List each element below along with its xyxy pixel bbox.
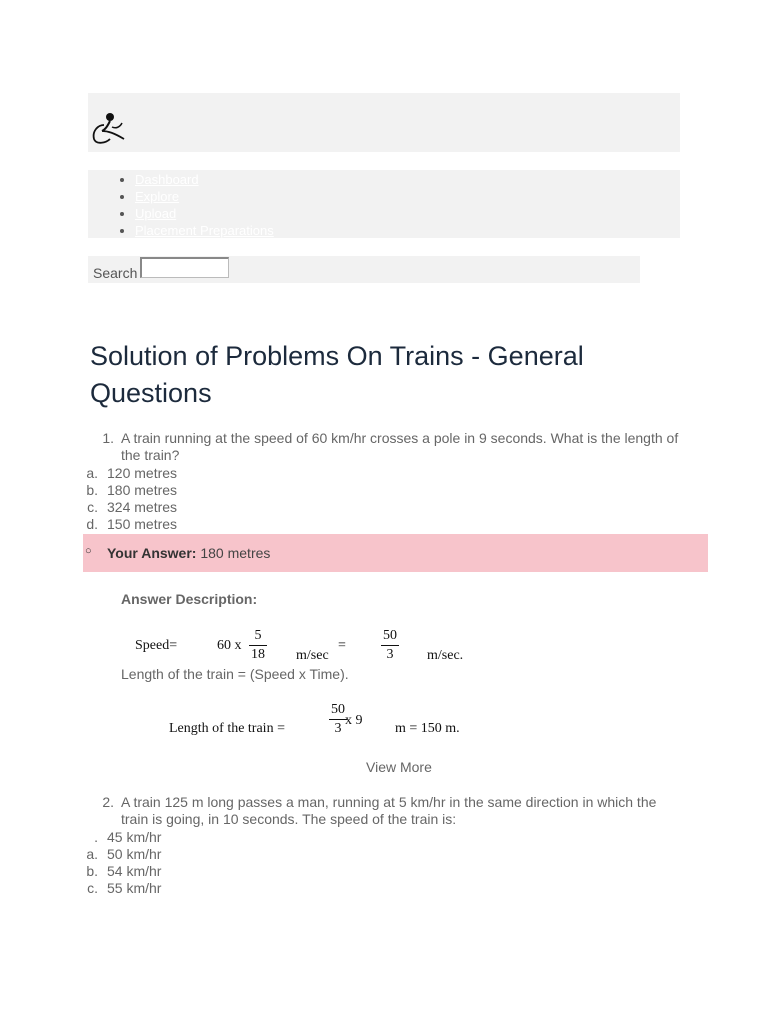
rider-logo-icon[interactable] xyxy=(90,111,126,147)
answer-description-heading: Answer Description: xyxy=(121,591,258,607)
your-answer-banner xyxy=(83,534,708,572)
option-a[interactable]: 120 metres xyxy=(107,465,178,481)
equals-sign: = xyxy=(338,638,346,653)
site-header xyxy=(88,93,680,152)
page-title: Solution of Problems On Trains - General Questions xyxy=(90,341,584,408)
times-nine: x 9 xyxy=(345,713,363,728)
question-number: 1. xyxy=(102,430,114,446)
view-more-link[interactable]: View More xyxy=(366,759,432,775)
option-c[interactable]: 324 metres xyxy=(107,499,178,515)
option-b[interactable]: 54 km/hr xyxy=(107,863,162,879)
nav-item-dashboard xyxy=(135,171,274,188)
option-letter: b. xyxy=(86,863,98,879)
your-answer-text xyxy=(107,545,270,561)
option-letter: . xyxy=(94,829,98,845)
nav-link-dashboard[interactable]: Dashboard xyxy=(135,172,199,187)
fraction-denominator: 3 xyxy=(386,647,394,662)
speed-unit: m/sec xyxy=(296,648,329,663)
speed-multiplier: 60 x xyxy=(217,638,242,653)
length-label: Length of the train = xyxy=(169,721,285,736)
fraction-50-3 xyxy=(380,627,400,664)
length-formula-text: Length of the train = (Speed x Time). xyxy=(121,666,349,682)
option-letter: a. xyxy=(86,846,98,862)
search-input[interactable] xyxy=(140,257,229,278)
option-b[interactable]: 180 metres xyxy=(107,482,178,498)
option-letter: c. xyxy=(87,880,98,896)
search-label: Search xyxy=(93,265,138,281)
length-result: m = 150 m. xyxy=(395,721,460,736)
your-answer-label: Your Answer: xyxy=(107,545,197,561)
main-nav xyxy=(88,170,680,238)
nav-item-placement xyxy=(135,222,274,239)
option-letter: b. xyxy=(86,482,98,498)
circle-bullet-icon: ○ xyxy=(85,545,92,557)
option-letter: c. xyxy=(87,499,98,515)
fraction-numerator: 50 xyxy=(383,628,397,643)
fraction-denominator: 18 xyxy=(251,647,265,662)
question-text: A train running at the speed of 60 km/hr crosses a pole in 9 seconds. What is the length of the train? xyxy=(121,430,679,463)
search-bar xyxy=(88,256,640,283)
nav-list xyxy=(88,171,274,239)
nav-link-explore[interactable]: Explore xyxy=(135,189,180,204)
speed-result-unit: m/sec. xyxy=(427,648,464,663)
option-c[interactable]: 55 km/hr xyxy=(107,880,162,896)
question-text: A train 125 m long passes a man, running at 5 km/hr in the same direction in which the train is going, in 10 seconds. The speed of the train is: xyxy=(121,794,657,827)
fraction-denominator: 3 xyxy=(334,721,342,736)
fraction-numerator: 50 xyxy=(331,702,345,717)
nav-item-upload xyxy=(135,205,274,222)
question-number: 2. xyxy=(102,794,114,810)
speed-label: Speed= xyxy=(135,638,178,653)
fraction-numerator: 5 xyxy=(254,628,262,643)
nav-link-placement[interactable]: Placement Preparations xyxy=(135,223,274,238)
option-letter: d. xyxy=(86,516,98,532)
option-1[interactable]: 45 km/hr xyxy=(107,829,162,845)
nav-link-upload[interactable]: Upload xyxy=(135,206,177,221)
option-a[interactable]: 50 km/hr xyxy=(107,846,162,862)
option-d[interactable]: 150 metres xyxy=(107,516,178,532)
fraction-5-18 xyxy=(248,627,268,664)
nav-item-explore xyxy=(135,188,274,205)
your-answer-value: 180 metres xyxy=(200,545,271,561)
option-letter: a. xyxy=(86,465,98,481)
